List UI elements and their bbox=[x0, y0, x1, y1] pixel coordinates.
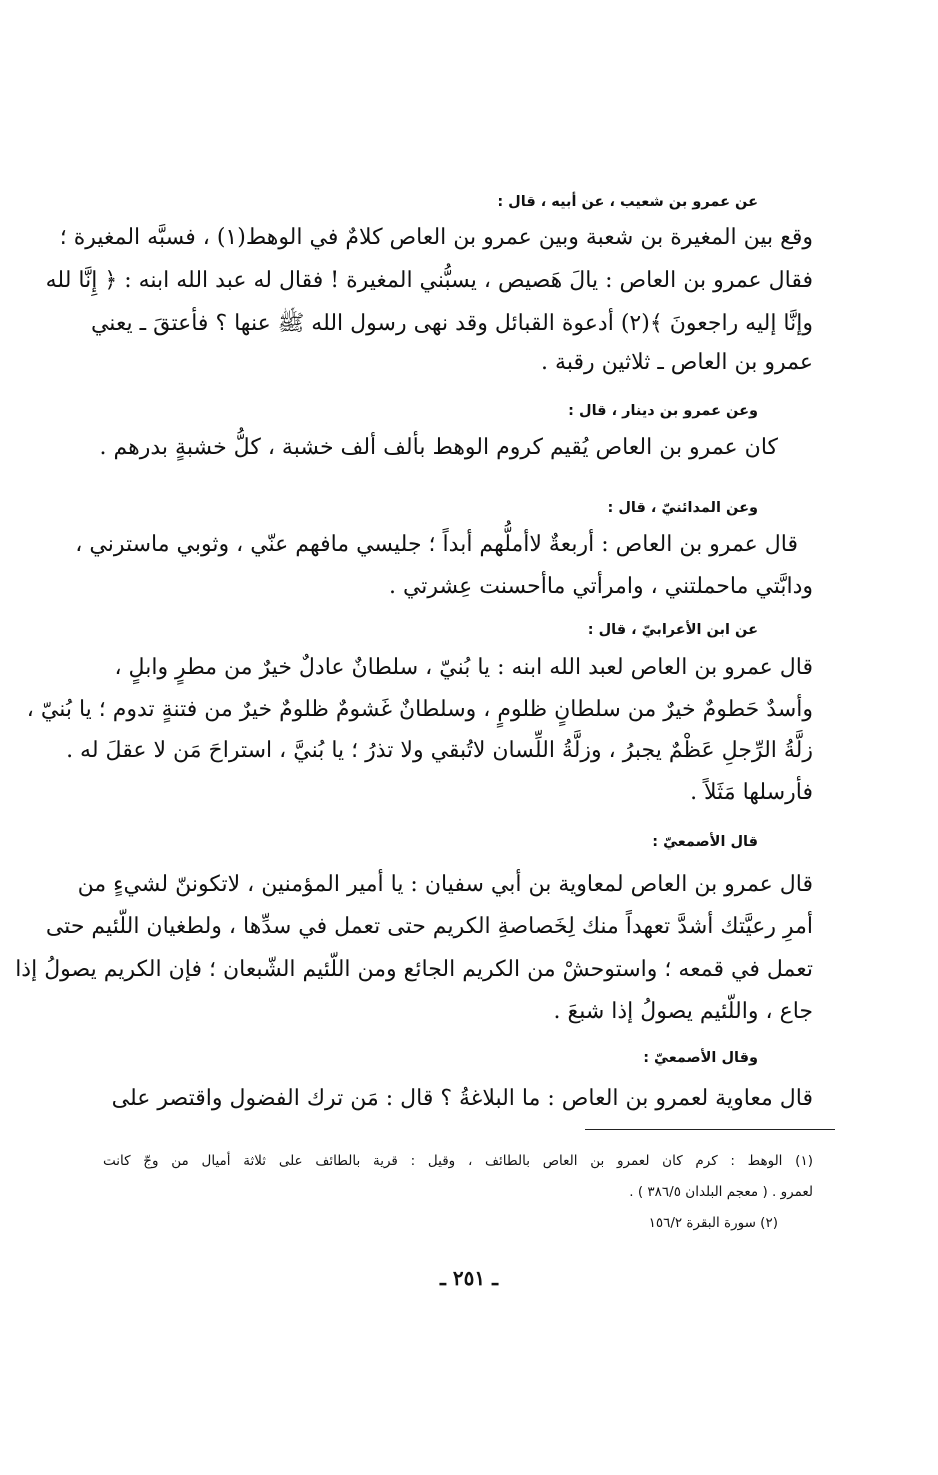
section-heading-2: وعن عمرو بن دينار ، قال : bbox=[568, 403, 758, 419]
body-line: وأسدٌ حَطومٌ خيرٌ من سلطانٍ ظلومٍ ، وسلطانٌ غَشومٌ ظلومٌ خيرٌ من فتنةٍ تدوم ؛ يا بُنيّ ، bbox=[26, 697, 813, 722]
section-heading-4: عن ابن الأعرابيّ ، قال : bbox=[587, 622, 758, 638]
body-line: زلَّةُ الرِّجلِ عَظْمٌ يجبرُ ، وزلَّةُ اللِّسان لاتُبقي ولا تذرُ ؛ يا بُنيَّ ، استراحَ مَن لا عقلَ له . bbox=[66, 738, 813, 763]
body-line: تعمل في قمعه ؛ واستوحشْ من الكريم الجائع ومن اللّئيم الشّبعان ؛ فإن الكريم يصولُ إذا bbox=[15, 957, 813, 982]
body-line: وإنَّا إليه راجعونَ ﴾(٢) أدعوة القبائل وقد نهى رسول الله ﷺ عنها ؟ فأعتقَ ـ يعني bbox=[90, 311, 813, 336]
body-line: فقال عمرو بن العاص : يالَ هَصيص ، يسبُّني المغيرة ! فقال له عبد الله ابنه : ﴿ إِنَّا لله bbox=[45, 268, 813, 293]
section-heading-5: قال الأصمعيّ : bbox=[652, 834, 758, 850]
body-line: عمرو بن العاص ـ ثلاثين رقبة . bbox=[541, 350, 813, 375]
body-line: قال عمرو بن العاص : أربعةٌ لاأملُّهم أبداً ؛ جليسي مافهم عنّي ، وثوبي ماسترني ، bbox=[75, 532, 798, 557]
page-number: ـ ٢٥١ ـ bbox=[440, 1266, 498, 1290]
section-heading-6: وقال الأصمعيّ : bbox=[643, 1050, 758, 1066]
body-line: قال عمرو بن العاص لعبد الله ابنه : يا بُنيّ ، سلطانٌ عادلٌ خيرٌ من مطرٍ وابلٍ ، bbox=[114, 655, 813, 680]
body-line: أمرِ رعيَّتك أشدَّ تعهداً منك لِخَصاصةِ الكريم حتى تعمل في سدِّها ، ولطغيان اللّئيم حتى bbox=[45, 914, 813, 939]
body-line: فأرسلها مَثَلاً . bbox=[690, 780, 813, 805]
footnote-separator bbox=[585, 1129, 835, 1130]
body-line: جاع ، واللّئيم يصولُ إذا شبعَ . bbox=[553, 999, 813, 1024]
body-line: قال معاوية لعمرو بن العاص : ما البلاغةُ ؟ قال : مَن ترك الفضول واقتصر على bbox=[111, 1086, 813, 1111]
body-line: قال عمرو بن العاص لمعاوية بن أبي سفيان : يا أمير المؤمنين ، لاتكوننّ لشيءٍ من bbox=[77, 872, 813, 897]
section-heading-3: وعن المدائنيّ ، قال : bbox=[607, 500, 758, 516]
section-heading-1: عن عمرو بن شعيب ، عن أبيه ، قال : bbox=[497, 194, 758, 210]
footnote-1: (١) الوهط : كرم كان لعمرو بن العاص بالطائف ، وقيل : قرية بالطائف على ثلاثة أميال من وجّ كانت bbox=[103, 1153, 813, 1169]
body-line: كان عمرو بن العاص يُقيم كروم الوهط بألف ألف خشبة ، كلُّ خشبةٍ بدرهم . bbox=[99, 435, 778, 460]
footnote-2: (٢) سورة البقرة ١٥٦/٢ bbox=[648, 1215, 778, 1231]
body-line: ودابَّتي ماحملتني ، وامرأتي ماأحسنت عِشرتي . bbox=[388, 574, 813, 599]
body-line: وقع بين المغيرة بن شعبة وبين عمرو بن العاص كلامٌ في الوهط(١) ، فسبَّه المغيرة ؛ bbox=[59, 225, 813, 250]
footnote-1-cont: لعمرو . ( معجم البلدان ٣٨٦/٥ ) . bbox=[629, 1184, 813, 1200]
